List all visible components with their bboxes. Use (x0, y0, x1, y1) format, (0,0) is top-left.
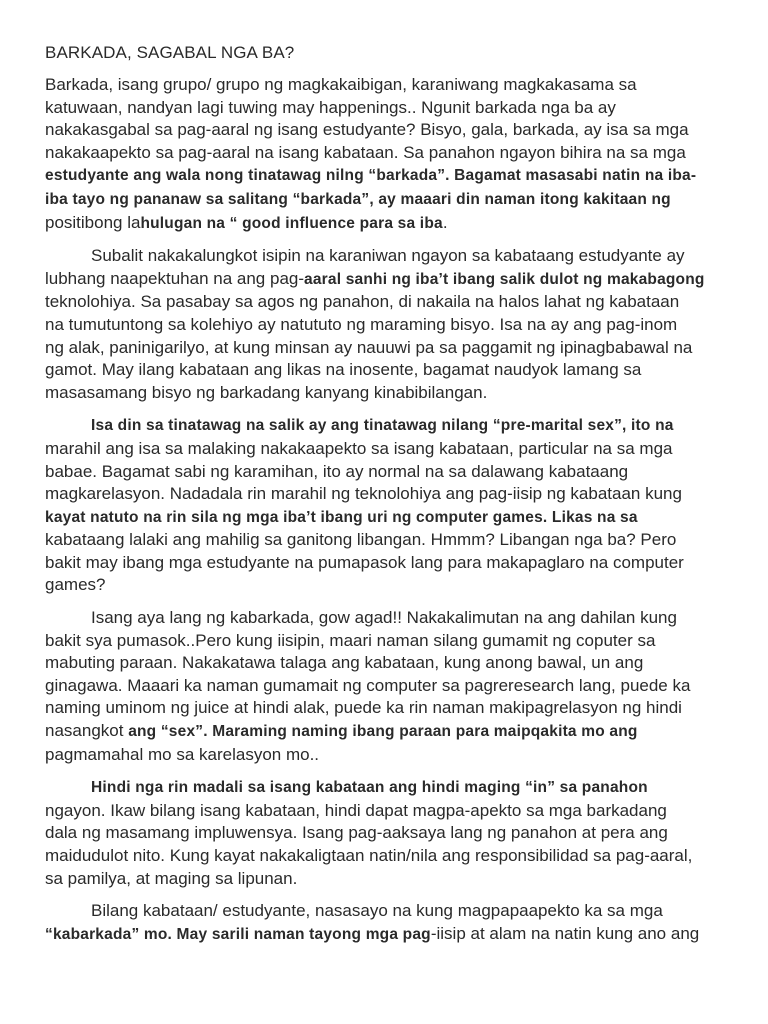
text-line (45, 529, 726, 552)
text-line (45, 212, 726, 236)
text-line (45, 552, 726, 575)
text-run: Barkada, isang grupo/ grupo ng magkakaibigan, karaniwang magkakasama sa (45, 75, 637, 94)
bold-text-run: estudyante ang wala nong tinatawag nilng “barkada”. Bagamat masasabi natin na iba- (45, 167, 697, 185)
text-line (45, 744, 726, 767)
text-line (45, 245, 726, 268)
text-run: dala ng masamang impluwensya. Isang pag-aaksaya lang ng panahon at pera ang (45, 823, 668, 843)
text-line (45, 119, 726, 142)
text-line (45, 74, 726, 97)
text-run: . (442, 212, 448, 232)
text-run: teknolohiya. Sa pasabay sa agos ng panahon, di nakaila na halos lahat ng kabataan (45, 292, 680, 312)
text-line (45, 923, 726, 947)
paragraph-1 (45, 74, 726, 235)
text-run: babae. Bagamat sabi ng karamihan, ito ay normal na sa dalawang kabataang (45, 461, 629, 481)
text-run: maidudulot nito. Kung kayat nakakaligtaan natin/nila ang responsibilidad sa pag-aaral, (45, 846, 693, 865)
text-run: nakakaapekto sa pag-aaral na isang kabataan. Sa panahon ngayon bihira na sa mga (45, 142, 686, 162)
paragraph-6 (45, 900, 726, 946)
text-line (45, 607, 726, 630)
text-line (45, 438, 726, 461)
text-run: -iisip at alam na natin kung ano ang (430, 923, 700, 943)
text-line (45, 188, 726, 212)
text-line (45, 414, 726, 438)
text-run: gamot. May ilang kabataan ang likas na inosente, bagamat naudyok lamang sa (45, 360, 642, 380)
bold-text-run: Isa din sa tinatawag na salik ay ang tinatawag nilang “pre-marital sex”, ito na (91, 417, 674, 435)
text-line (45, 574, 726, 597)
document-title: BARKADA, SAGABAL NGA BA? (45, 43, 295, 62)
paragraph-3 (45, 414, 726, 597)
text-line (45, 800, 726, 823)
paragraph-4 (45, 607, 726, 766)
text-line (45, 845, 726, 868)
text-run: ngayon. Ikaw bilang isang kabataan, hindi dapat magpa-apekto sa mga barkadang (45, 800, 667, 820)
text-line (45, 164, 726, 188)
bold-text-run: “kabarkada” mo. May sarili naman tayong mga pag (45, 925, 431, 943)
text-run: marahil ang isa sa malaking nakakaapekto sa isang kabataan, particular na sa mga (45, 438, 673, 458)
text-line (45, 776, 726, 800)
text-line (45, 630, 726, 653)
bold-text-run: hulugan na “ good influence para sa iba (140, 214, 443, 232)
text-run: kabataang lalaki ang mahilig sa ganitong libangan. Hmmm? Libangan nga ba? Pero (45, 530, 677, 550)
text-line (45, 652, 726, 675)
text-run: games? (45, 575, 106, 595)
paragraph-2 (45, 245, 726, 404)
bold-text-run: kayat natuto na rin sila ng mga iba’t ibang uri ng computer games. Likas na sa (45, 508, 638, 526)
text-line (45, 697, 726, 720)
paragraph-5 (45, 776, 726, 890)
text-line (45, 461, 726, 484)
text-run: ginagawa. Maaari ka naman gumamait ng computer sa pagreresearch lang, puede ka (45, 675, 691, 695)
text-line (45, 868, 726, 891)
text-run: lubhang naapektuhan na ang pag- (45, 268, 305, 288)
text-line (45, 142, 726, 165)
text-line (45, 97, 726, 120)
text-run: naming uminom ng juice at hindi alak, puede ka rin naman makipagrelasyon ng hindi (45, 698, 682, 718)
text-run: nakakasgabal sa pag-aaral ng isang estudyante? Bisyo, gala, barkada, ay isa sa mga (45, 120, 689, 140)
text-run: pagmamahal mo sa karelasyon mo.. (45, 744, 320, 764)
text-line (45, 483, 726, 506)
text-run: na tumutuntong sa kolehiyo ay natututo ng maraming bisyo. Isa na ay ang pag-inom (45, 314, 678, 334)
text-line (45, 337, 726, 360)
text-run: magkarelasyon. Nadadala rin marahil ng teknolohiya ang pag-iisip ng kabataan kung (45, 484, 682, 504)
text-run: mabuting paraan. Nakakatawa talaga ang kabataan, kung anong bawal, un ang (45, 653, 644, 673)
text-run: bakit may ibang mga estudyante na pumapasok lang para makapaglaro na computer (45, 552, 684, 572)
bold-text-run: ang “sex”. Maraming naming ibang paraan para maipqakita mo ang (128, 723, 638, 741)
text-run: masasamang bisyo ng barkadang kanyang kinabibilangan. (45, 382, 488, 402)
text-line (45, 720, 726, 744)
text-run: nasangkot (45, 721, 129, 741)
text-line (45, 268, 726, 292)
text-line (45, 822, 726, 845)
text-run: positibong la (45, 212, 141, 232)
text-run: Subalit nakakalungkot isipin na karaniwan ngayon sa kabataang estudyante ay (91, 246, 685, 266)
text-line (45, 314, 726, 337)
text-run: Bilang kabataan/ estudyante, nasasayo na kung magpapaapekto ka sa mga (91, 901, 663, 921)
text-line (45, 506, 726, 530)
text-line (45, 359, 726, 382)
bold-text-run: aaral sanhi ng iba’t ibang salik dulot ng makabagong (304, 270, 705, 288)
text-run: bakit sya pumasok..Pero kung iisipin, maari naman silang gumamit ng coputer sa (45, 630, 656, 650)
text-line (45, 291, 726, 314)
text-run: ng alak, paninigarilyo, at kung minsan ay nauuwi pa sa paggamit ng ipinagbabawal na (45, 337, 693, 357)
text-line (45, 675, 726, 698)
text-run: katuwaan, nandyan lagi tuwing may happenings.. Ngunit barkada nga ba ay (45, 97, 616, 117)
text-run: Isang aya lang ng kabarkada, gow agad!! Nakakalimutan na ang dahilan kung (91, 608, 677, 628)
text-line (45, 382, 726, 405)
bold-text-run: Hindi nga rin madali sa isang kabataan ang hindi maging “in” sa panahon (91, 779, 648, 797)
text-line (45, 900, 726, 923)
text-run: sa pamilya, at maging sa lipunan. (45, 868, 298, 888)
bold-text-run: iba tayo ng pananaw sa salitang “barkada”, ay maaari din naman itong kakitaan ng (45, 190, 671, 208)
